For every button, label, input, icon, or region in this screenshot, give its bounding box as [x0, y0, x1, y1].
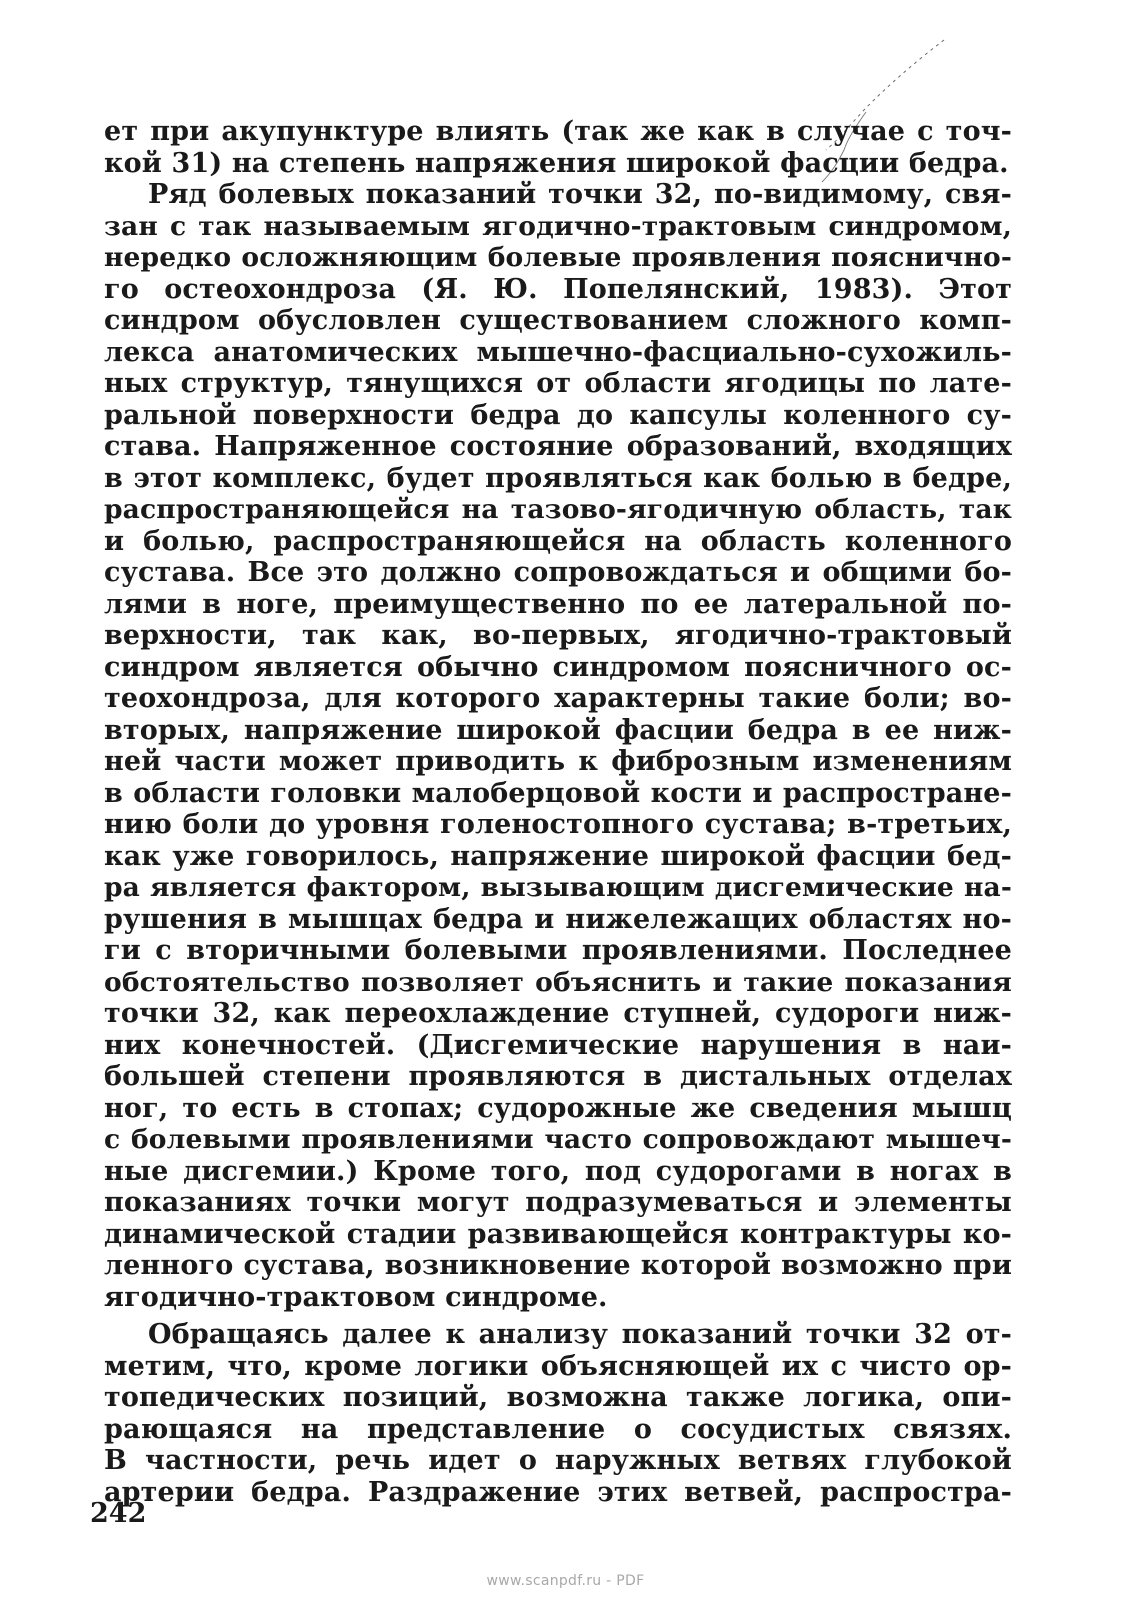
text-line: ные дисгемии.) Кроме того, под судорогами в ногах в: [104, 1155, 1012, 1187]
text-line: кой 31) на степень напряжения широкой фасции бедра.: [104, 147, 1009, 179]
text-line: сустава. Все это должно сопровождаться и общими бо-: [104, 557, 1012, 588]
text-line: нию боли до уровня голеностопного сустава; в-третьих,: [104, 809, 1012, 840]
text-line: метим, что, кроме логики объясняющей их с чисто ор-: [104, 1350, 1012, 1382]
paragraph-point-32-pain: [104, 179, 1012, 1313]
text-line: ней части может приводить к фиброзным изменениям: [104, 746, 1012, 777]
text-line: теохондроза, для которого характерны такие боли; во-: [104, 683, 1012, 714]
text-line: В частности, речь идет о наружных ветвях глубокой: [104, 1445, 1012, 1476]
text-line: ягодично-трактовом синдроме.: [104, 1281, 608, 1313]
text-line: и болью, распространяющейся на область коленного: [104, 525, 1012, 557]
text-line: с болевыми проявлениями часто сопровождают мышеч-: [104, 1124, 1012, 1155]
watermark-text: www.scanpdf.ru - PDF: [486, 1573, 645, 1589]
text-line: ет при акупунктуре влиять (так же как в случае с точ-: [104, 116, 1012, 147]
paragraph-continuation: [104, 116, 1012, 179]
text-line: динамической стадии развивающейся контрактуры ко-: [104, 1218, 1012, 1250]
text-line: синдром обусловлен существованием сложного комп-: [104, 305, 1012, 336]
text-line: верхности, так как, во-первых, ягодично-трактовый: [104, 620, 1012, 651]
text-line: лями в ноге, преимущественно по ее латеральной по-: [104, 588, 1012, 620]
text-line: большей степени проявляются в дистальных отделах: [104, 1061, 1012, 1092]
text-line: зан с так называемым ягодично-трактовым синдромом,: [104, 210, 1012, 242]
text-line: распространяющейся на тазово-ягодичную область, так: [104, 494, 1012, 525]
body-text: [104, 116, 1012, 1508]
text-line: ног, то есть в стопах; судорожные же сведения мышц: [104, 1092, 1012, 1124]
text-line: рушения в мышцах бедра и нижележащих областях но-: [104, 903, 1012, 935]
text-line: го остеохондроза (Я. Ю. Попелянский, 1983). Этот: [104, 273, 1012, 305]
text-line: них конечностей. (Дисгемические нарушения в наи-: [104, 1029, 1012, 1061]
text-line: Ряд болевых показаний точки 32, по-видимому, свя-: [148, 179, 1012, 210]
text-line: става. Напряженное состояние образований, входящих: [104, 431, 1012, 462]
text-line: рающаяся на представление о сосудистых связях.: [104, 1413, 1012, 1445]
text-line: ных структур, тянущихся от области ягодицы по лате-: [104, 368, 1012, 399]
paragraph-vascular-logic: [104, 1319, 1012, 1508]
text-line: ги с вторичными болевыми проявлениями. Последнее: [104, 935, 1012, 966]
text-line: как уже говорилось, напряжение широкой фасции бед-: [104, 840, 1012, 872]
text-line: артерии бедра. Раздражение этих ветвей, распростра-: [104, 1476, 1012, 1508]
text-line: в области головки малоберцовой кости и распростране-: [104, 777, 1012, 809]
text-line: топедических позиций, возможна также логика, опи-: [104, 1382, 1012, 1413]
text-line: нередко осложняющим болевые проявления пояснично-: [104, 242, 1012, 273]
text-line: в этот комплекс, будет проявляться как болью в бедре,: [104, 462, 1012, 494]
text-line: ра является фактором, вызывающим дисгемические на-: [104, 872, 1012, 903]
text-line: синдром является обычно синдромом поясничного ос-: [104, 651, 1012, 683]
text-line: ленного сустава, возникновение которой возможно при: [104, 1250, 1012, 1281]
text-line: показаниях точки могут подразумеваться и элементы: [104, 1187, 1012, 1218]
text-line: ральной поверхности бедра до капсулы коленного су-: [104, 399, 1012, 431]
text-line: лекса анатомических мышечно-фасциально-сухожиль-: [104, 336, 1012, 368]
page-number: 242: [90, 1498, 147, 1529]
text-line: вторых, напряжение широкой фасции бедра в ее ниж-: [104, 714, 1012, 746]
text-line: Обращаясь далее к анализу показаний точки 32 от-: [148, 1319, 1012, 1350]
text-line: точки 32, как переохлаждение ступней, судороги ниж-: [104, 998, 1012, 1029]
text-line: обстоятельство позволяет объяснить и такие показания: [104, 966, 1012, 998]
